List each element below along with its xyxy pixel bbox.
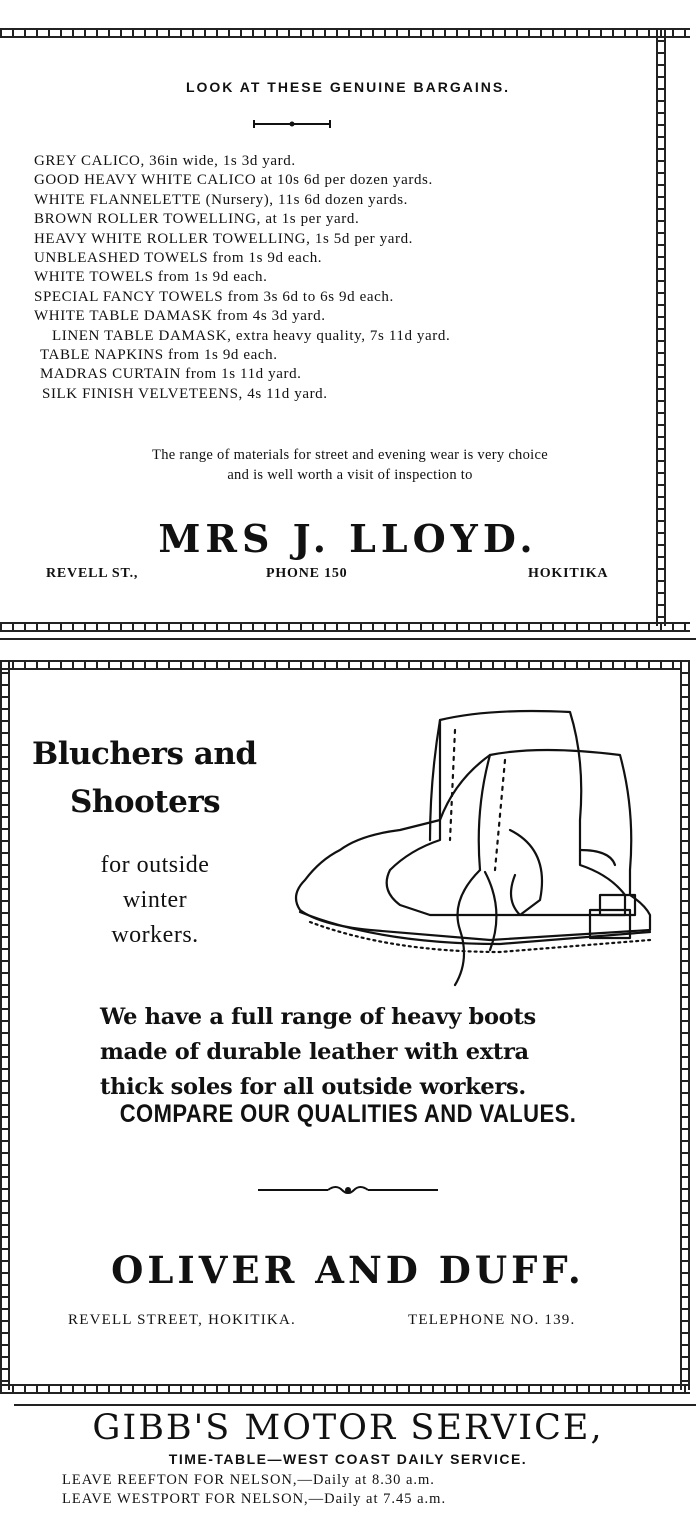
- border-top: [0, 660, 680, 670]
- list-item: WHITE TOWELS from 1s 9d each.: [34, 269, 268, 286]
- range-note: [30, 445, 670, 485]
- town: HOKITIKA: [528, 566, 609, 581]
- list-item: WHITE FLANNELETTE (Nursery), 11s 6d dozen yards.: [34, 191, 408, 208]
- ad-subhead: [50, 848, 260, 953]
- list-item: HEAVY WHITE ROLLER TOWELLING, 1s 5d per yard.: [34, 230, 414, 247]
- phone: PHONE 150: [266, 566, 348, 581]
- list-item: SILK FINISH VELVETEENS, 4s 11d yard.: [42, 385, 328, 402]
- subhead-line: workers.: [111, 922, 199, 948]
- list-item: GOOD HEAVY WHITE CALICO at 10s 6d per dozen yards.: [34, 172, 433, 189]
- range-line: The range of materials for street and evening wear is very choice: [152, 447, 548, 463]
- telephone: TELEPHONE NO. 139.: [408, 1312, 576, 1328]
- merchant-name: OLIVER AND DUFF.: [111, 1248, 585, 1292]
- headline-line: Bluchers and: [32, 736, 257, 772]
- compare-tagline: COMPARE OUR QUALITIES AND VALUES.: [119, 1100, 577, 1128]
- ad-heading: LOOK AT THESE GENUINE BARGAINS.: [185, 79, 511, 95]
- list-item: TABLE NAPKINS from 1s 9d each.: [40, 347, 278, 364]
- body-line: made of durable leather with extra: [100, 1039, 529, 1065]
- headline-line: Shooters: [70, 784, 221, 820]
- bargain-list: [34, 152, 450, 404]
- departure-line: LEAVE WESTPORT FOR NELSON,—Daily at 7.45 a.m.: [62, 1491, 447, 1507]
- body-line: We have a full range of heavy boots: [100, 1004, 536, 1030]
- divider-rule: [14, 1404, 696, 1406]
- subhead-line: winter: [122, 887, 188, 913]
- address: REVELL ST.,: [46, 566, 139, 581]
- boots-illustration: [280, 700, 670, 1000]
- list-item: UNBLEASHED TOWELS from 1s 9d each.: [34, 250, 323, 267]
- timetable-heading: TIME-TABLE—WEST COAST DAILY SERVICE.: [168, 1451, 528, 1467]
- border-divider: [0, 622, 690, 632]
- list-item: GREY CALICO, 36in wide, 1s 3d yard.: [34, 153, 296, 169]
- divider-rule: [0, 638, 696, 640]
- border-top: [0, 28, 690, 38]
- departure-line: LEAVE REEFTON FOR NELSON,—Daily at 8.30 a.m.: [62, 1472, 435, 1488]
- list-item: LINEN TABLE DAMASK, extra heavy quality, 7s 11d yard.: [52, 327, 451, 344]
- list-item: SPECIAL FANCY TOWELS from 3s 6d to 6s 9d each.: [34, 288, 394, 305]
- range-line: and is well worth a visit of inspection to: [227, 467, 473, 483]
- border-bottom: [0, 1384, 690, 1394]
- flourish-ornament: [252, 118, 332, 130]
- list-item: WHITE TABLE DAMASK from 4s 3d yard.: [34, 308, 326, 325]
- flourish-ornament: [258, 1183, 438, 1197]
- list-item: BROWN ROLLER TOWELLING, at 1s per yard.: [34, 211, 360, 228]
- ad-body: [100, 1000, 536, 1105]
- ad-title: GIBB'S MOTOR SERVICE,: [92, 1408, 604, 1448]
- body-line: thick soles for all outside workers.: [100, 1074, 526, 1100]
- address: REVELL STREET, HOKITIKA.: [68, 1312, 296, 1328]
- list-item: MADRAS CURTAIN from 1s 11d yard.: [40, 366, 302, 383]
- ad-headline: [32, 730, 292, 826]
- subhead-line: for outside: [100, 852, 210, 878]
- merchant-name: MRS J. LLOYD.: [158, 516, 538, 561]
